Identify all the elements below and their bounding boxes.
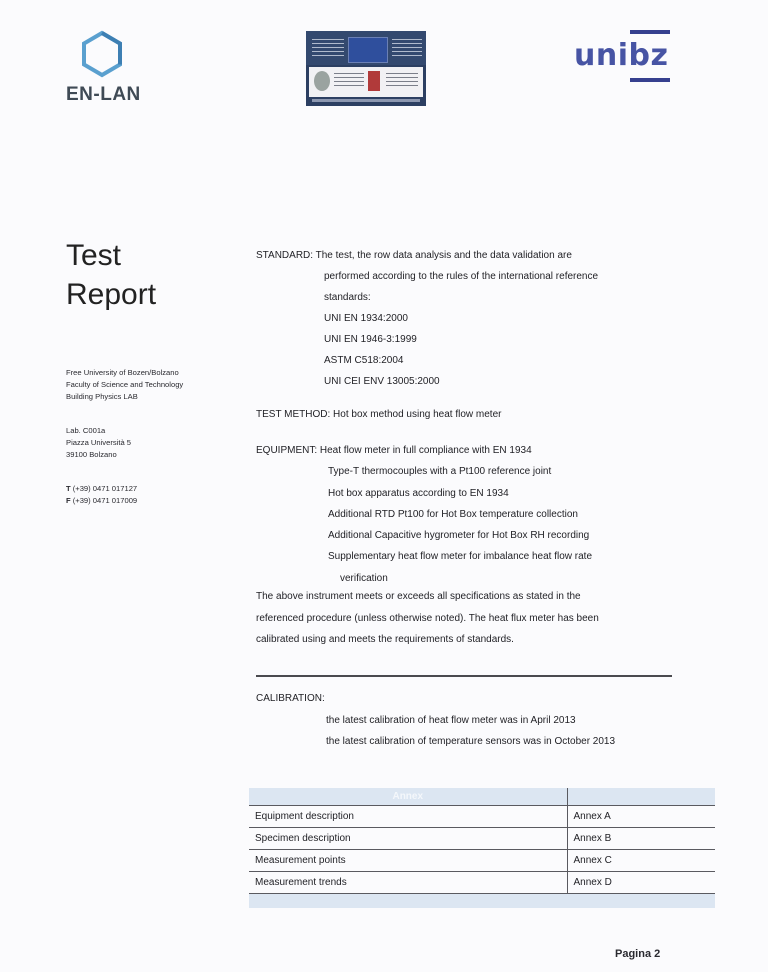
report-title	[66, 236, 156, 314]
en-lan-label: EN-LAN	[66, 84, 141, 105]
equipment-continuation: verification	[340, 572, 388, 584]
unibz-label: unibz	[574, 38, 669, 73]
standard-line-1: STANDARD: The test, the row data analysis and the data validation are	[256, 250, 572, 261]
annex-ref: Annex D	[567, 872, 715, 894]
fax-number: (+39) 0471 017009	[70, 496, 138, 505]
faculty-name: Faculty of Science and Technology	[66, 380, 184, 389]
calibration-section	[256, 688, 676, 753]
title-line-2: Report	[66, 278, 157, 311]
calibration-heading: CALIBRATION:	[256, 693, 325, 704]
contact-info	[66, 483, 137, 507]
university-info	[66, 367, 183, 403]
table-row	[249, 850, 715, 872]
calibration-line-1: the latest calibration of heat flow meter was in April 2013	[326, 714, 576, 726]
standard-section	[256, 245, 676, 392]
equipment-section	[256, 440, 676, 589]
en-lan-logo	[66, 30, 142, 106]
standard-item: UNI EN 1934:2000	[324, 313, 408, 324]
unibz-bottom-bar	[630, 78, 670, 82]
university-name: Free University of Bozen/Bolzano	[66, 368, 179, 377]
test-method: TEST METHOD: Hot box method using heat flow meter	[256, 409, 502, 420]
annex-description: Specimen description	[249, 828, 567, 850]
italy-emblem-icon	[314, 71, 330, 91]
south-tyrol-emblem-icon	[368, 71, 380, 91]
standard-item: UNI CEI ENV 13005:2000	[324, 376, 440, 387]
compliance-statement	[256, 586, 676, 651]
statement-line-2: referenced procedure (unless otherwise noted). The heat flux meter has been	[256, 612, 599, 624]
calibration-line-2: the latest calibration of temperature sensors was in October 2013	[326, 736, 616, 747]
phone-number: (+39) 0471 017127	[70, 484, 138, 493]
phone-prefix: T	[66, 484, 71, 493]
page-number: Pagina 2	[615, 948, 661, 960]
phone-line	[66, 483, 137, 495]
equipment-item: Additional Capacitive hygrometer for Hot Box RH recording	[328, 530, 590, 542]
lab-city: 39100 Bolzano	[66, 450, 117, 459]
annex-description: Measurement trends	[249, 872, 567, 894]
standard-item: UNI EN 1946-3:1999	[324, 334, 417, 345]
eu-flag-icon	[348, 37, 388, 63]
standard-line-3: standards:	[324, 292, 371, 303]
table-row	[249, 828, 715, 850]
standard-item: ASTM C518:2004	[324, 355, 404, 366]
fax-prefix: F	[66, 496, 71, 505]
statement-line-3: calibrated using and meets the requirements of standards.	[256, 634, 514, 645]
standard-line-2: performed according to the rules of the international reference	[324, 271, 599, 282]
eu-funding-logo	[306, 31, 426, 106]
section-divider	[256, 675, 672, 677]
annex-header-row	[249, 788, 715, 806]
annex-description: Measurement points	[249, 850, 567, 872]
table-row	[249, 872, 715, 894]
title-line-1: Test	[66, 239, 122, 272]
lab-street: Piazza Università 5	[66, 438, 131, 447]
annex-ref: Annex B	[567, 828, 715, 850]
table-row	[249, 806, 715, 828]
unibz-logo	[572, 30, 672, 82]
lab-address	[66, 425, 131, 461]
equipment-item: Hot box apparatus according to EN 1934	[328, 487, 509, 499]
annex-ref: Annex C	[567, 850, 715, 872]
annex-table	[249, 788, 715, 908]
annex-footer-band	[249, 894, 715, 908]
equipment-item: Supplementary heat flow meter for imbalance heat flow rate	[328, 551, 593, 563]
lab-name: Building Physics LAB	[66, 392, 138, 401]
equipment-item: Type-T thermocouples with a Pt100 reference joint	[328, 466, 552, 478]
annex-header-empty	[567, 788, 715, 806]
lab-room: Lab. C001a	[66, 426, 106, 435]
annex-ref: Annex A	[567, 806, 715, 828]
equipment-line-1: EQUIPMENT: Heat flow meter in full compliance with EN 1934	[256, 445, 532, 456]
statement-line-1: The above instrument meets or exceeds all specifications as stated in the	[256, 591, 581, 602]
unibz-top-bar	[630, 30, 670, 34]
hexagon-logo-icon	[80, 30, 124, 78]
annex-header: Annex	[249, 788, 567, 806]
fax-line	[66, 495, 137, 507]
annex-description: Equipment description	[249, 806, 567, 828]
equipment-item: Additional RTD Pt100 for Hot Box temperature collection	[328, 508, 578, 520]
